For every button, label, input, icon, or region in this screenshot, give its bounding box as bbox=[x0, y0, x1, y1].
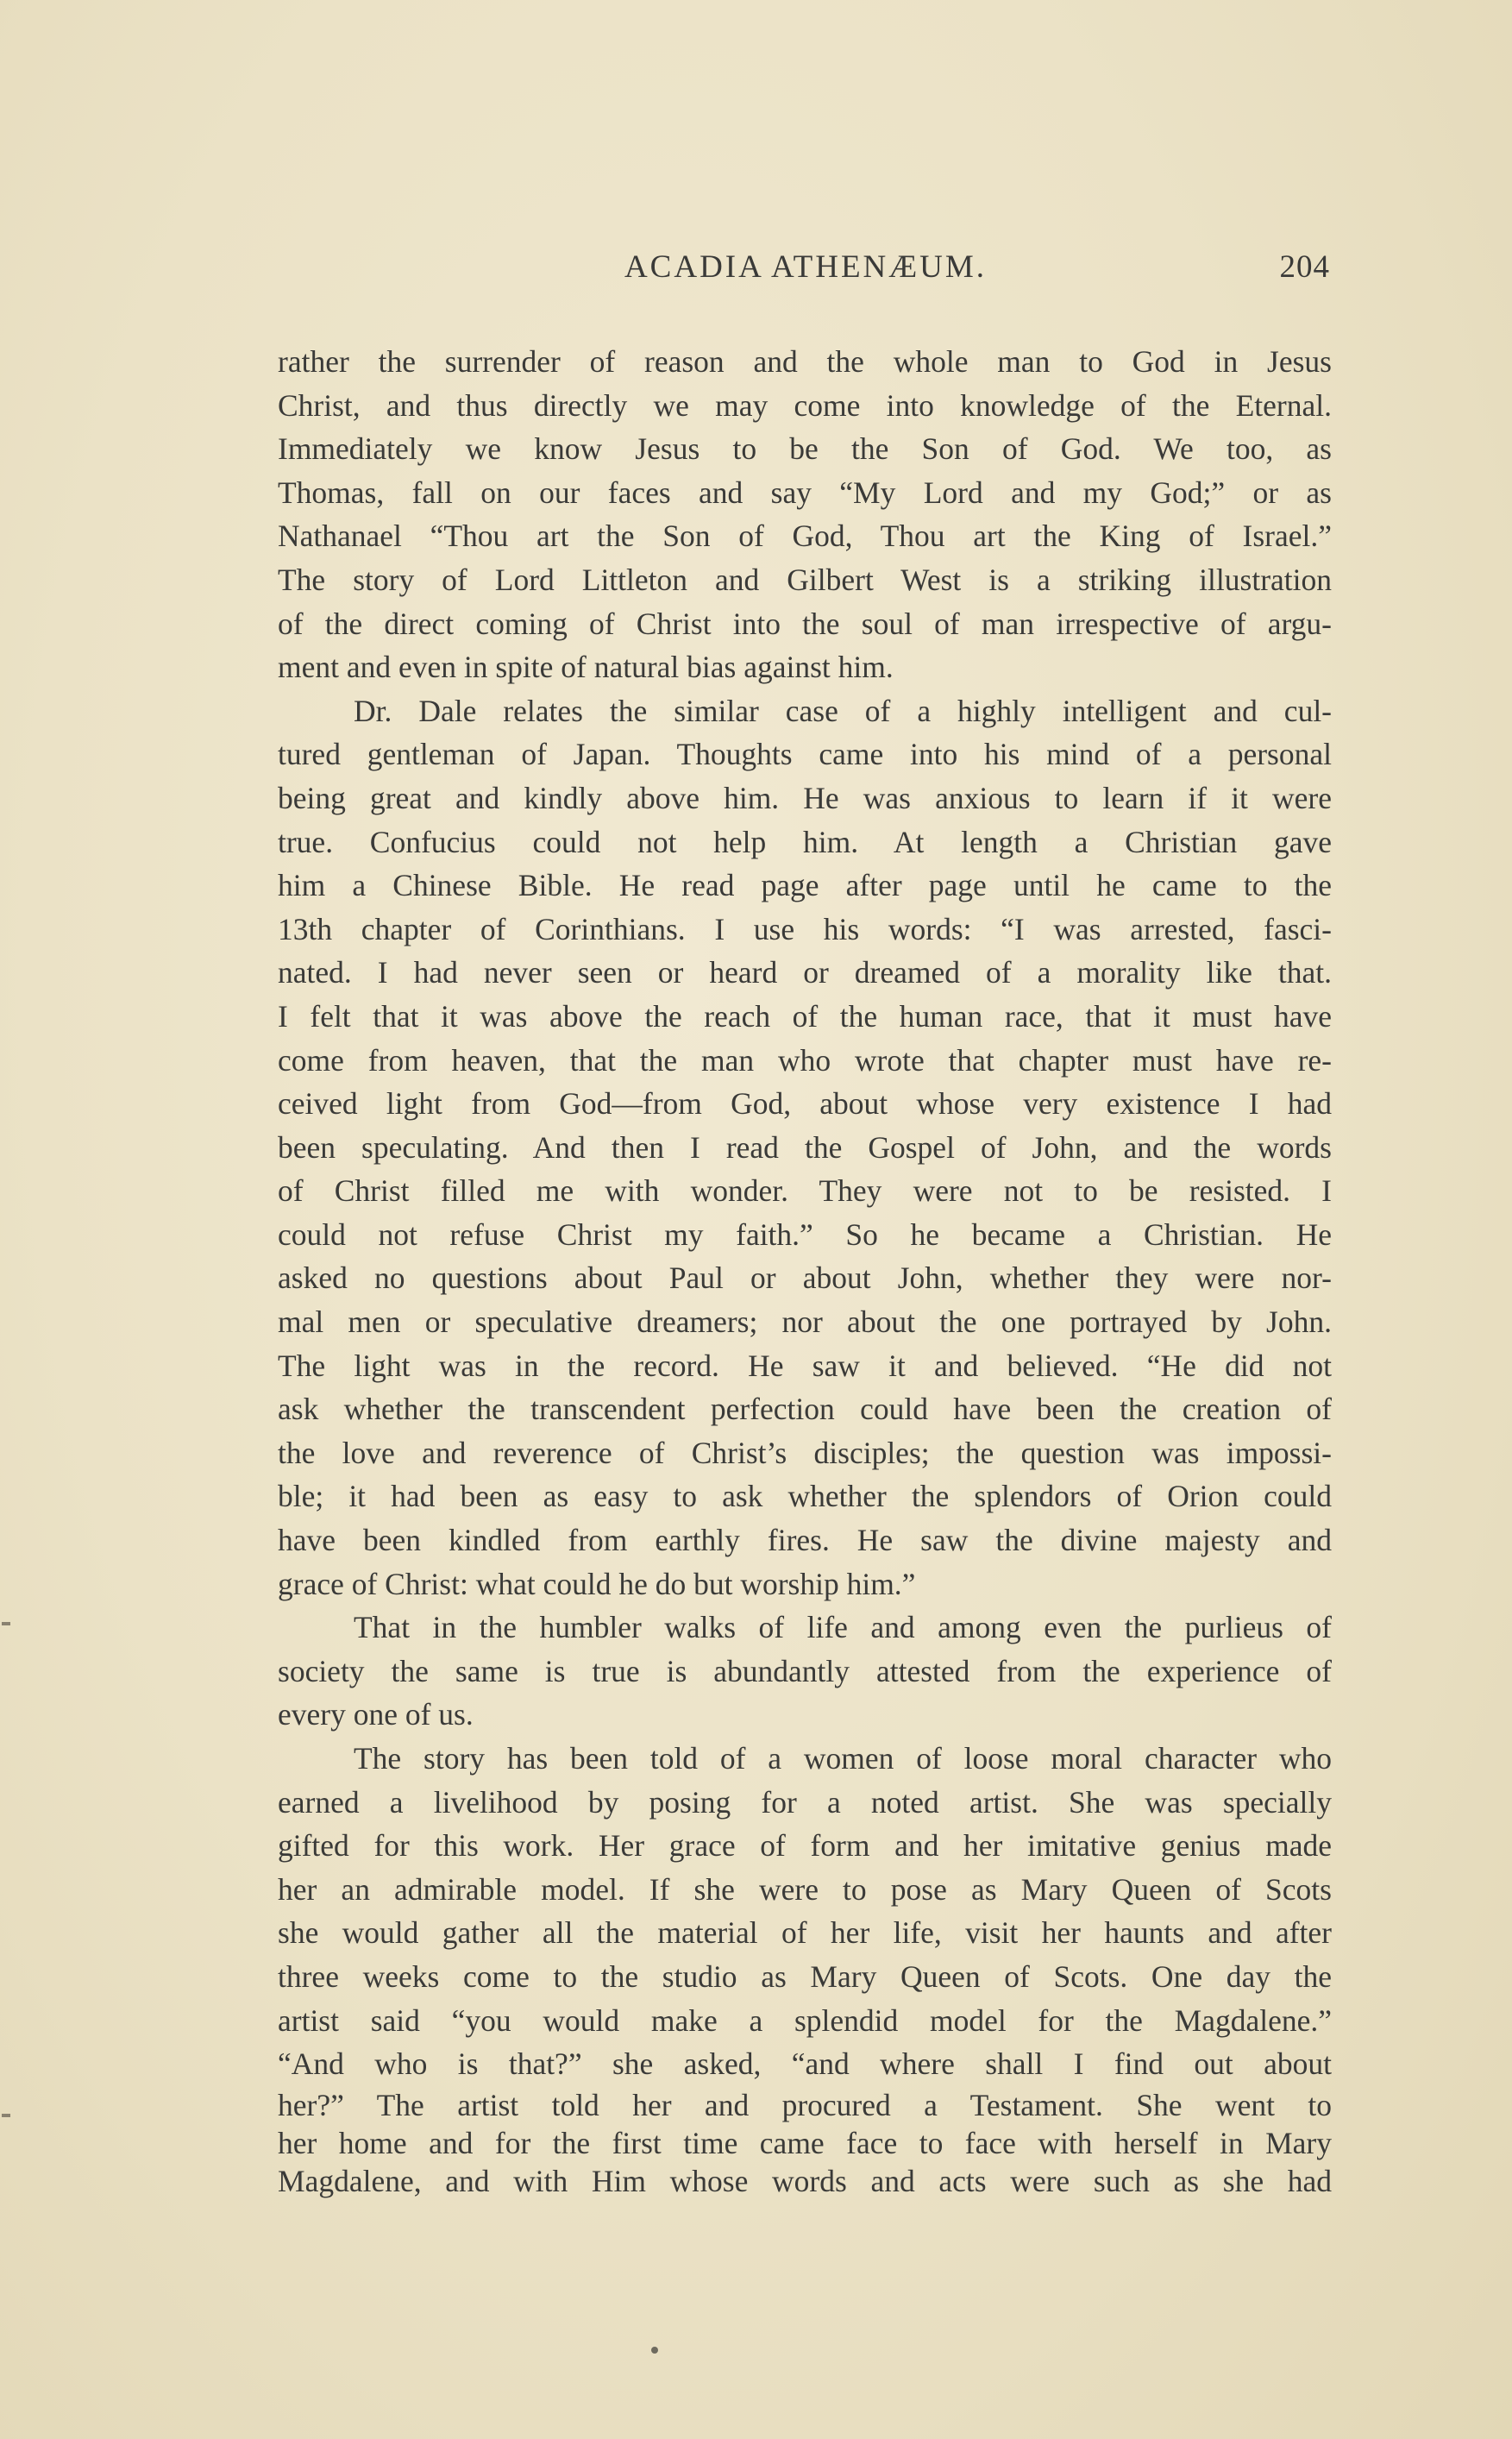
text-line: being great and kindly above him. He was anxious to learn if it were bbox=[278, 780, 1332, 815]
ink-speck bbox=[651, 2347, 658, 2354]
text-line: of Christ filled me with wonder. They were not to be resisted. I bbox=[278, 1173, 1332, 1209]
text-line: asked no questions about Paul or about John, whether they were nor- bbox=[278, 1260, 1332, 1296]
text-line: ceived light from God—from God, about whose very existence I had bbox=[278, 1086, 1332, 1122]
text-line: the love and reverence of Christ’s disciples; the question was impossi- bbox=[278, 1435, 1332, 1470]
text-line: him a Chinese Bible. He read page after page until he came to the bbox=[278, 868, 1332, 903]
text-line: grace of Christ: what could he do but worship him.” bbox=[278, 1566, 916, 1601]
page-number: 204 bbox=[1279, 249, 1330, 285]
text-line: been speculating. And then I read the Gospel of John, and the words bbox=[278, 1129, 1332, 1165]
text-line: mal men or speculative dreamers; nor about the one portrayed by John. bbox=[278, 1304, 1332, 1340]
text-line: ble; it had been as easy to ask whether the splendors of Orion could bbox=[278, 1479, 1332, 1514]
text-line: Dr. Dale relates the similar case of a highly intelligent and cul- bbox=[354, 693, 1332, 728]
text-line: “And who is that?” she asked, “and where shall I find out about bbox=[278, 2046, 1332, 2082]
text-line: nated. I had never seen or heard or dreamed of a morality like that. bbox=[278, 955, 1332, 990]
text-line: Nathanael “Thou art the Son of God, Thou art the King of Israel.” bbox=[278, 519, 1332, 554]
text-line: The story has been told of a women of loose moral character who bbox=[354, 1741, 1332, 1776]
text-line: tured gentleman of Japan. Thoughts came into his mind of a personal bbox=[278, 737, 1332, 772]
text-line: her?” The artist told her and procured a Testament. She went to bbox=[278, 2087, 1332, 2122]
page-edge-mark bbox=[2, 1622, 10, 1625]
text-line: ment and even in spite of natural bias against him. bbox=[278, 650, 894, 685]
text-line: her home and for the first time came face to face with herself in Mary bbox=[278, 2125, 1332, 2160]
text-line: Christ, and thus directly we may come into knowledge of the Eternal. bbox=[278, 387, 1332, 423]
text-line: The story of Lord Littleton and Gilbert West is a striking illustration bbox=[278, 562, 1332, 597]
text-line: could not refuse Christ my faith.” So he became a Christian. He bbox=[278, 1216, 1332, 1252]
text-line: three weeks come to the studio as Mary Queen of Scots. One day the bbox=[278, 1958, 1332, 1994]
page-edge-mark bbox=[2, 2114, 10, 2117]
text-line: society the same is true is abundantly attested from the experience of bbox=[278, 1653, 1332, 1688]
text-line: come from heaven, that the man who wrote that chapter must have re- bbox=[278, 1042, 1332, 1078]
text-line: true. Confucius could not help him. At length a Christian gave bbox=[278, 824, 1332, 859]
text-line: gifted for this work. Her grace of form and her imitative genius made bbox=[278, 1828, 1332, 1864]
text-line: earned a livelihood by posing for a noted artist. She was specially bbox=[278, 1784, 1332, 1820]
running-head bbox=[281, 248, 1330, 300]
text-line: I felt that it was above the reach of the human race, that it must have bbox=[278, 998, 1332, 1034]
text-line: Thomas, fall on our faces and say “My Lord and my God;” or as bbox=[278, 475, 1332, 510]
text-line: artist said “you would make a splendid model for the Magdalene.” bbox=[278, 2002, 1332, 2038]
text-line: have been kindled from earthly fires. He saw the divine majesty and bbox=[278, 1523, 1332, 1558]
text-line: That in the humbler walks of life and among even the purlieus of bbox=[354, 1610, 1332, 1645]
text-line: her an admirable model. If she were to pose as Mary Queen of Scots bbox=[278, 1871, 1332, 1907]
text-line: of the direct coming of Christ into the soul of man irrespective of argu- bbox=[278, 606, 1332, 641]
journal-title: ACADIA ATHENÆUM. bbox=[624, 249, 988, 285]
body-text bbox=[278, 340, 1332, 2200]
text-line: The light was in the record. He saw it and believed. “He did not bbox=[278, 1348, 1332, 1383]
text-line: rather the surrender of reason and the whole man to God in Jesus bbox=[278, 344, 1332, 379]
text-line: Immediately we know Jesus to be the Son of God. We too, as bbox=[278, 431, 1332, 467]
text-line: Magdalene, and with Him whose words and acts were such as she had bbox=[278, 2163, 1332, 2198]
text-line: ask whether the transcendent perfection could have been the creation of bbox=[278, 1392, 1332, 1427]
text-line: she would gather all the material of her life, visit her haunts and after bbox=[278, 1915, 1332, 1951]
text-line: 13th chapter of Corinthians. I use his words: “I was arrested, fasci- bbox=[278, 911, 1332, 946]
text-line: every one of us. bbox=[278, 1697, 474, 1732]
